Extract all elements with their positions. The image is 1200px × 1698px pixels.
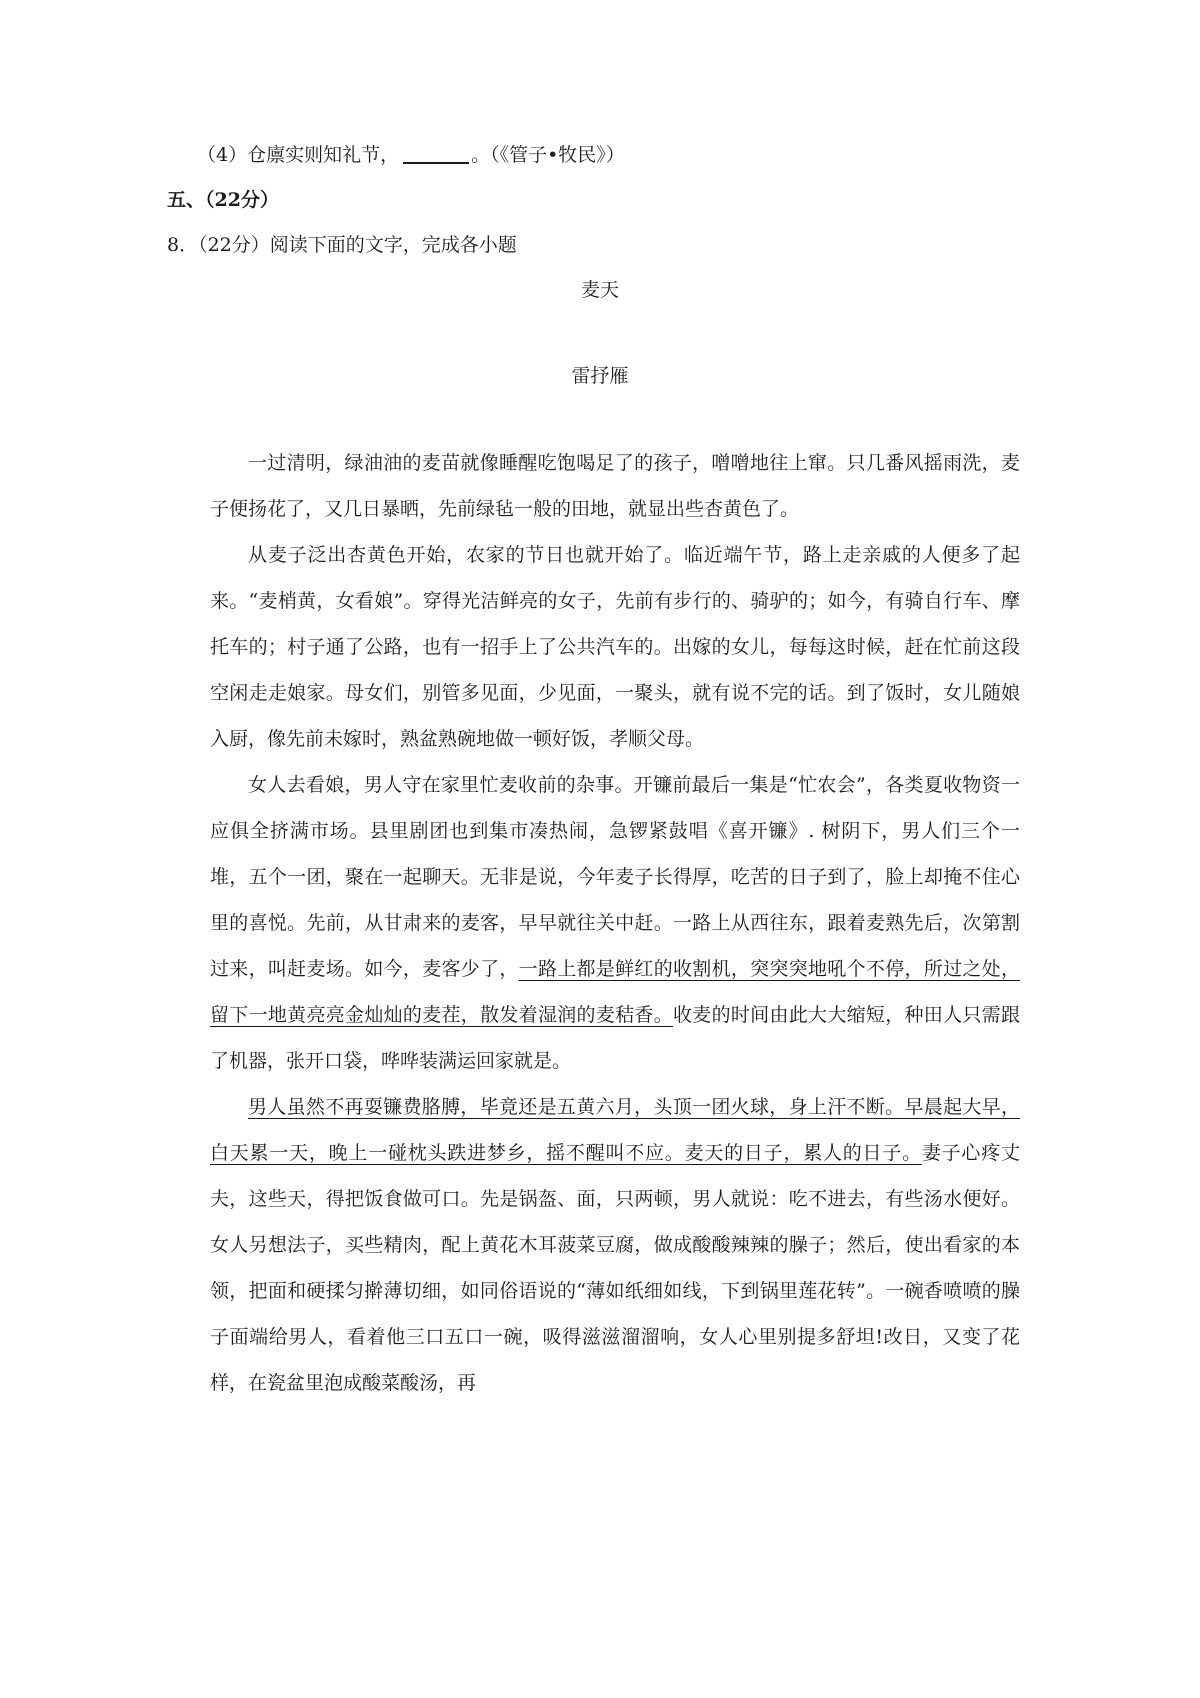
paragraph-3 bbox=[210, 762, 1020, 1084]
paragraph-3-underlined-sentence: 一路上都是鲜红的收割机，突突突地吼个不停，所过之处，留下一地黄亮亮金灿灿的麦茬，散发着湿润的麦秸香。 bbox=[210, 958, 1020, 1026]
paragraph-4-underlined-sentence: 男人虽然不再耍镰费胳膊，毕竟还是五黄六月，头顶一团火球，身上汗不断。早晨起大早，白天累一天，晚上一碰枕头跌进梦乡，摇不醒叫不应。麦天的日子，累人的日子。 bbox=[210, 1096, 1020, 1164]
answer-blank[interactable] bbox=[403, 142, 469, 164]
question-4-prefix: （4）仓廪实则知礼节， bbox=[197, 144, 400, 166]
question-8-prompt: 8．（22分）阅读下面的文字，完成各小题 bbox=[167, 234, 517, 256]
paragraph-2: 从麦子泛出杏黄色开始，农家的节日也就开始了。临近端午节，路上走亲戚的人便多了起来。“麦梢黄，女看娘”。穿得光洁鲜亮的女子，先前有步行的、骑驴的；如今，有骑自行车、摩托车的；村子通了公路，也有一招手上了公共汽车的。出嫁的女儿，每每这时候，赶在忙前这段空闲走走娘家。母女们，别管多见面，少见面，一聚头，就有说不完的话。到了饭时，女儿随娘入厨，像先前未嫁时，熟盆熟碗地做一顿好饭，孝顺父母。 bbox=[210, 544, 1020, 750]
question-4-line bbox=[197, 140, 625, 170]
question-4-suffix: 。（《管子•牧民》） bbox=[471, 144, 625, 166]
article-body bbox=[210, 440, 1020, 1406]
section-5-heading: 五、（22分） bbox=[167, 189, 279, 211]
paragraph-4-text: 妻子心疼丈夫，这些天，得把饭食做可口。先是锅盔、面，只两顿，男人就说：吃不进去，有些汤水便好。女人另想法子，买些精肉，配上黄花木耳菠菜豆腐，做成酸酸辣辣的臊子；然后，使出看家的本领，把面和硬揉匀擀薄切细，如同俗语说的“薄如纸细如线，下到锅里莲花转”。一碗香喷喷的臊子面端给男人，看着他三口五口一碗，吸得滋滋溜溜响，女人心里别提多舒坦!改日，又变了花样，在瓷盆里泡成酸菜酸汤，再 bbox=[210, 1142, 1020, 1394]
paragraph-3-text-a: 女人去看娘，男人守在家里忙麦收前的杂事。开镰前最后一集是“忙农会”，各类夏收物资一应俱全挤满市场。县里剧团也到集市凑热闹，急锣紧鼓唱《喜开镰》. 树阴下，男人们三个一堆，五个一团，聚在一起聊天。无非是说，今年麦子长得厚，吃苦的日子到了，脸上却掩不住心里的喜悦。先前，从甘肃来的麦客，早早就往关中赶。一路上从西往东，跟着麦熟先后，次第割过来，叫赶麦场。如今，麦客少了， bbox=[210, 774, 1020, 980]
paragraph-4 bbox=[210, 1084, 1020, 1406]
article-title: 麦天 bbox=[580, 279, 619, 301]
paragraph-3-text-b: 收麦的时间由此大大缩短，种田人只需跟了机器，张开口袋，哗哗装满运回家就是。 bbox=[210, 1004, 1020, 1072]
article-author: 雷抒雁 bbox=[571, 365, 629, 387]
paragraph-1: 一过清明，绿油油的麦苗就像睡醒吃饱喝足了的孩子，噌噌地往上窜。只几番风摇雨洗，麦子便扬花了，又几日暴晒，先前绿毡一般的田地，就显出些杏黄色了。 bbox=[210, 452, 1020, 520]
